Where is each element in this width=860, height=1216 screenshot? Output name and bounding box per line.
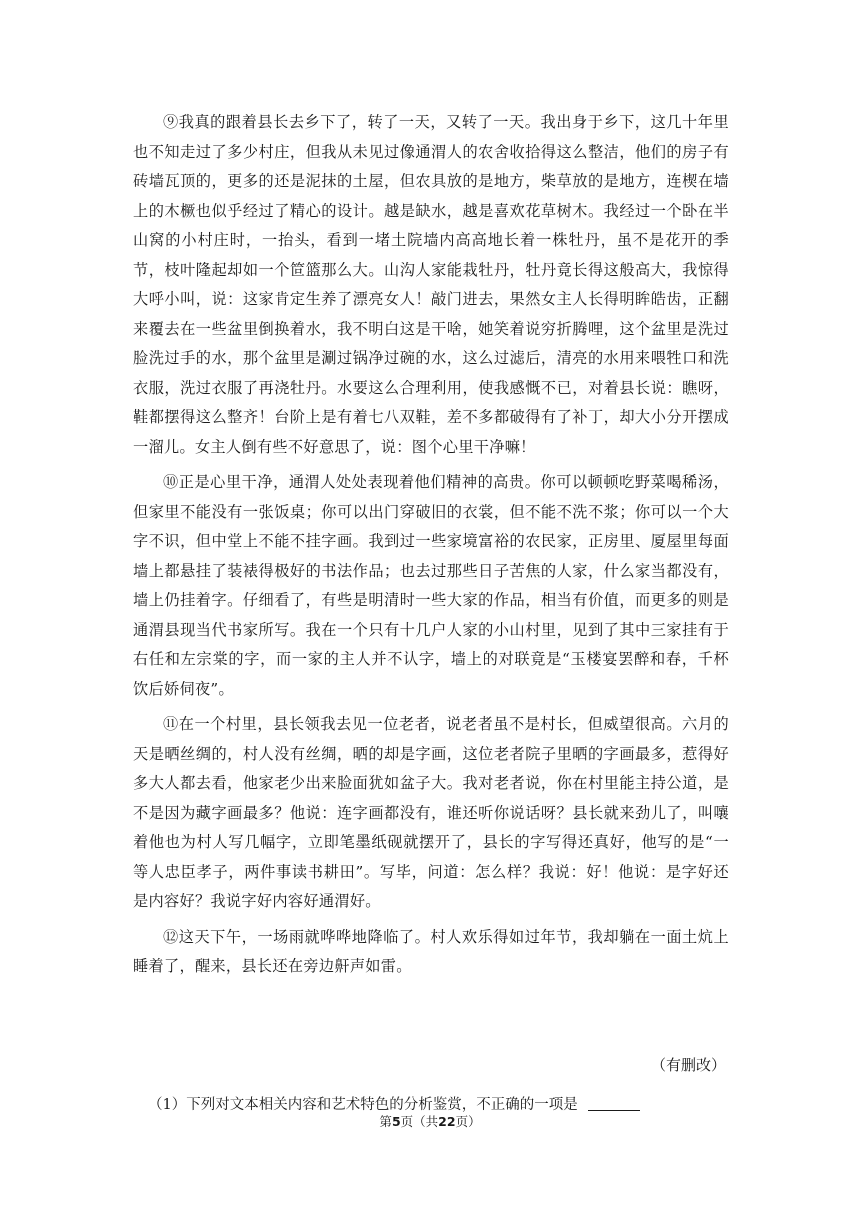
paragraph-9: ⑨我真的跟着县长去乡下了，转了一天，又转了一天。我出身于乡下，这几十年里也不知走过了多少村庄，但我从未见过像通渭人的农舍收拾得这么整洁，他们的房子有砖墙瓦顶的，更多的还是泥抹的土屋，但农具放的是地方，柴草放的是地方，连楔在墙上的木橛也似乎经过了精心的设计。越是缺水，越是喜欢花草树木。我经过一个卧在半山窝的小村庄时，一抬头，看到一堵土院墙内高高地长着一株牡丹，虽不是花开的季节，枝叶隆起却如一个笸篮那么大。山沟人家能栽牡丹，牡丹竟长得这般高大，我惊得大呼小叫，说：这家肯定生养了漂亮女人！敲门进去，果然女主人长得明眸皓齿，正翻来覆去在一些盆里倒换着水，我不明白这是干啥，她笑着说穷折腾哩，这个盆里是洗过脸洗过手的水，那个盆里是涮过锅净过碗的水，这么过滤后，清亮的水用来喂牲口和洗衣服，洗过衣服了再浇牡丹。水要这么合理利用，使我感慨不已，对着县长说：瞧呀，鞋都摆得这么整齐！台阶上是有着七八双鞋，差不多都破得有了补丁，却大小分开摆成一溜儿。女主人倒有些不好意思了，说：图个心里干净嘛！	[133, 113, 729, 456]
question-1	[148, 1093, 640, 1114]
footer-middle: 页（共	[400, 1114, 439, 1129]
footer-total-pages: 22	[438, 1114, 456, 1129]
question-1-text: （1）下列对文本相关内容和艺术特色的分析鉴赏，不正确的一项是	[148, 1097, 578, 1113]
paragraph-12: ⑫这天下午，一场雨就哗哗地降临了。村人欢乐得如过年节，我却躺在一面土炕上睡着了，醒来，县长还在旁边鼾声如雷。	[133, 927, 729, 975]
footer-page-number: 5	[391, 1114, 401, 1129]
footer-prefix: 第	[379, 1114, 392, 1129]
paragraph-11: ⑪在一个村里，县长领我去见一位老者，说老者虽不是村长，但威望很高。六月的天是晒丝绸的，村人没有丝绸，晒的却是字画，这位老者院子里晒的字画最多，惹得好多大人都去看，他家老少出来脸面犹如盆子大。我对老者说，你在村里能主持公道，是不是因为藏字画最多？他说：连字画都没有，谁还听你说话呀？县长就来劲儿了，叫嚷着他也为村人写几幅字，立即笔墨纸砚就摆开了，县长的字写得还真好，他写的是“一等人忠臣孝子，两件事读书耕田”。写毕，问道：怎么样？我说：好！他说：是字好还是内容好？我说字好内容好通渭好。	[133, 715, 729, 910]
article-body	[133, 108, 729, 982]
footer-suffix: 页）	[455, 1114, 481, 1129]
answer-blank[interactable]	[588, 1110, 640, 1111]
paragraph-10: ⑩正是心里干净，通渭人处处表现着他们精神的高贵。你可以顿顿吃野菜喝稀汤，但家里不能没有一张饭桌；你可以出门穿破旧的衣裳，但不能不洗不浆；你可以一个大字不识，但中堂上不能不挂字画。我到过一些家境富裕的农民家，正房里、厦屋里每面墙上都悬挂了装裱得极好的书法作品；也去过那些日子苦焦的人家，什么家当都没有，墙上仍挂着字。仔细看了，有些是明清时一些大家的作品，相当有价值，而更多的则是通渭县现当代书家所写。我在一个只有十几户人家的小山村里，见到了其中三家挂有于右任和左宗棠的字，而一家的主人并不认字，墙上的对联竟是“玉楼宴罢醉和春，千杯饮后娇伺夜”。	[133, 473, 729, 698]
abridged-note: （有删改）	[650, 1056, 726, 1074]
page-footer	[0, 1112, 860, 1130]
